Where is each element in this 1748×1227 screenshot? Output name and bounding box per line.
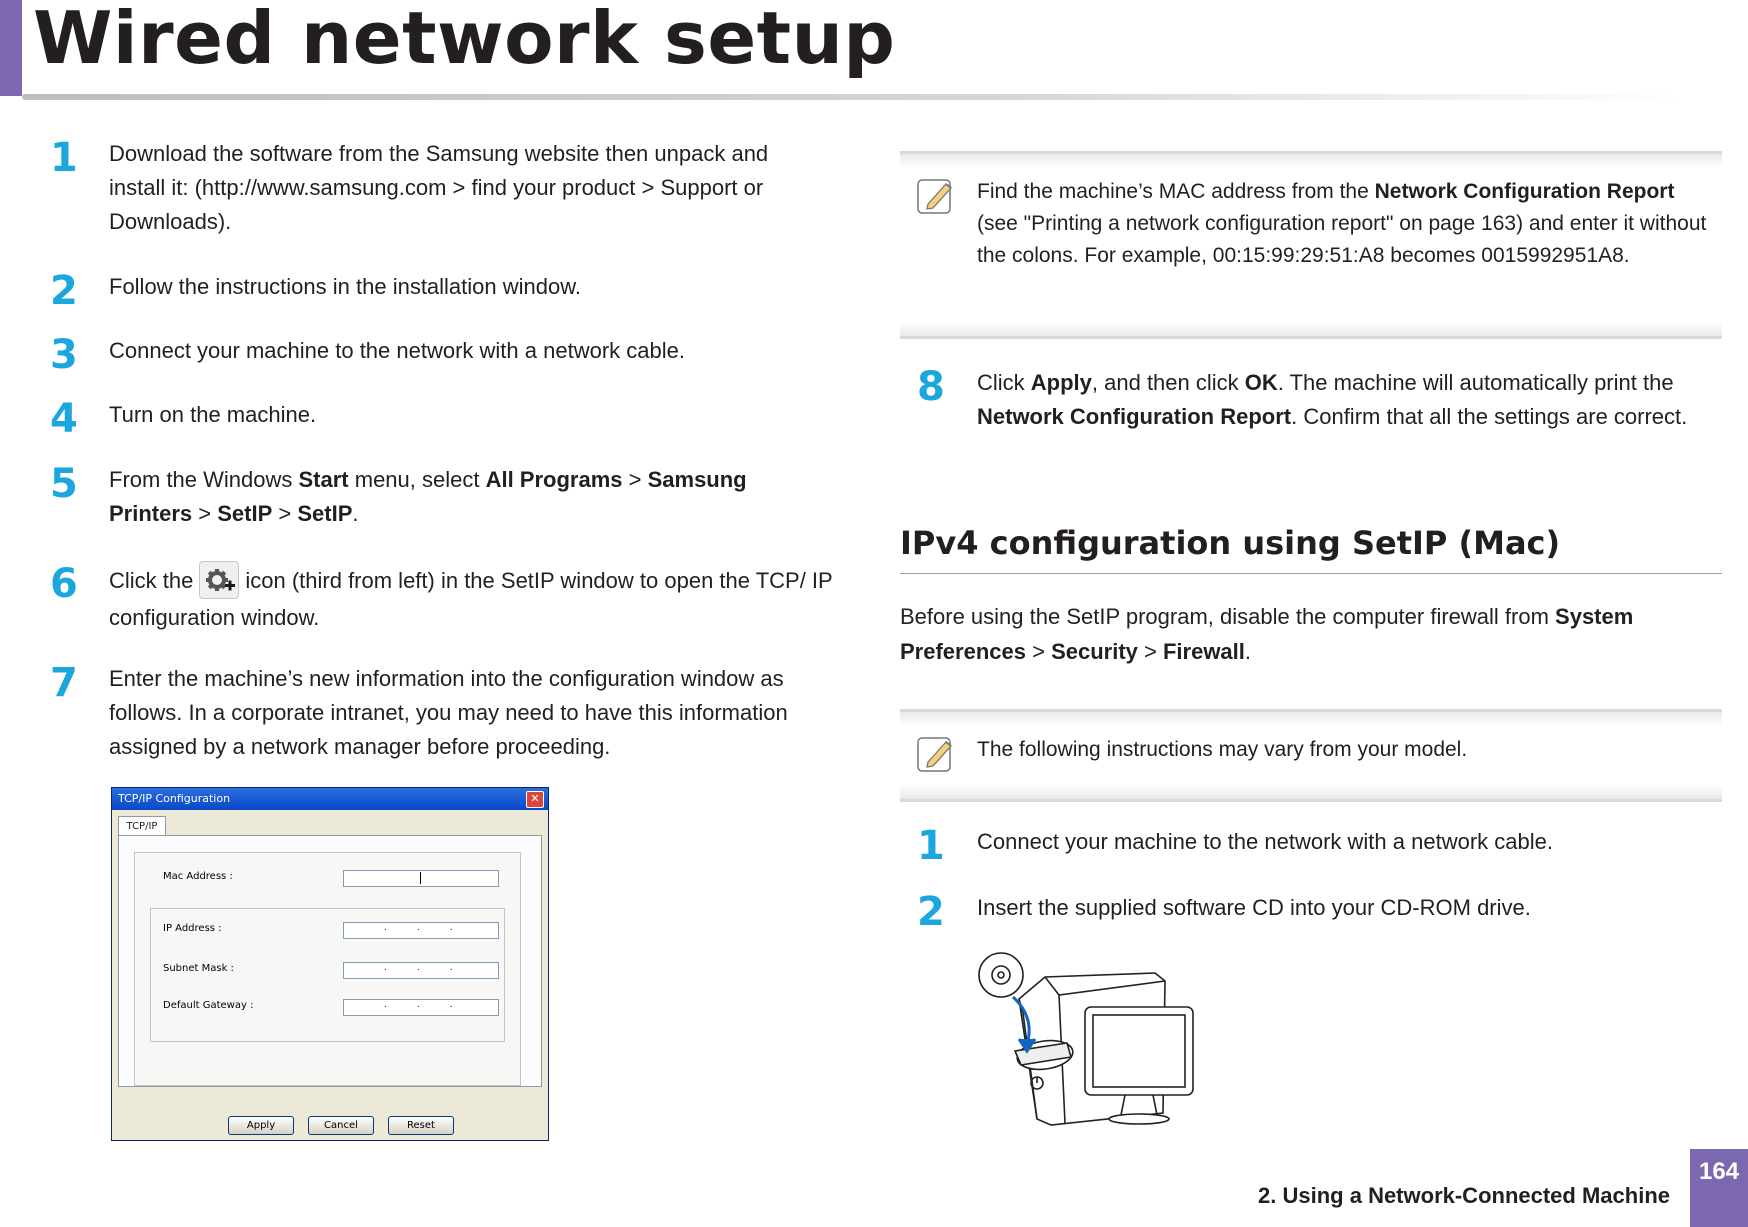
text-run: Before using the SetIP program, disable the computer firewall from <box>900 604 1556 629</box>
step-number: 1 <box>917 823 945 869</box>
title-divider <box>22 94 1682 100</box>
step-text: Insert the supplied software CD into your CD-ROM drive. <box>977 895 1531 920</box>
text-run: (see "Printing a network configuration report" on page 163) and enter it without the colons. For example, 00:15:99:29:51:A8 becomes 0015992951A8. <box>977 212 1707 267</box>
tab-tcpip[interactable]: TCP/IP <box>118 816 166 836</box>
dialog-title: TCP/IP Configuration <box>118 792 231 805</box>
mac-address-field[interactable] <box>343 870 499 887</box>
dialog-title-bar <box>112 788 548 810</box>
step-number: 3 <box>50 332 78 378</box>
subnet-dots: ... <box>384 963 483 973</box>
title-accent-bar <box>0 0 22 96</box>
report-name: Network Configuration Report <box>977 404 1292 429</box>
mac-address-label: Mac Address : <box>163 871 233 882</box>
note-mac-address <box>900 151 1722 339</box>
step-text: Connect your machine to the network with a network cable. <box>977 829 1553 854</box>
gateway-dots: ... <box>384 1000 483 1010</box>
step-text: Turn on the machine. <box>109 402 317 427</box>
default-gateway-field[interactable] <box>343 999 499 1016</box>
step-text: Follow the instructions in the installation window. <box>109 274 582 299</box>
section-divider <box>900 573 1722 574</box>
footer-section-title: 2. Using a Network-Connected Machine <box>1258 1183 1670 1208</box>
text-run: . <box>1244 639 1252 664</box>
subnet-mask-label: Subnet Mask : <box>163 963 234 974</box>
cancel-button[interactable]: Cancel <box>308 1116 374 1135</box>
text-run: Find the machine’s MAC address from the <box>977 180 1375 203</box>
menu-start: Start <box>298 467 349 492</box>
text-run: > <box>1025 639 1052 664</box>
step-text <box>109 463 809 531</box>
reset-button[interactable]: Reset <box>388 1116 454 1135</box>
menu-setip-app: SetIP <box>297 501 353 526</box>
firewall-label: Firewall <box>1162 639 1245 664</box>
mac-cd-insert-illustration <box>975 947 1215 1137</box>
page-title: Wired network setup <box>33 0 896 80</box>
text-run: . Confirm that all the settings are correct. <box>1291 404 1688 429</box>
default-gateway-label: Default Gateway : <box>163 1000 254 1011</box>
ip-dots: ... <box>384 923 483 933</box>
subnet-mask-field[interactable] <box>343 962 499 979</box>
menu-all-programs: All Programs <box>485 467 623 492</box>
text-run: Click the <box>109 567 194 593</box>
step-number: 7 <box>50 660 78 706</box>
apply-button[interactable]: Apply <box>228 1116 294 1135</box>
text-run: icon (third from left) in the SetIP window to open the TCP/ IP configuration window. <box>109 567 833 630</box>
step-number: 1 <box>50 135 78 181</box>
menu-samsung-printers: Samsung Printers <box>109 467 747 526</box>
gear-plus-icon <box>199 561 239 599</box>
step-text <box>977 366 1722 434</box>
step-number: 4 <box>50 396 78 442</box>
step-number: 5 <box>50 461 78 507</box>
note-text <box>977 176 1716 272</box>
text-run: Click <box>977 370 1031 395</box>
note-model-variation <box>900 709 1722 802</box>
step-text: Download the software from the Samsung website then unpack and install it: (http://www.samsung.com > find your product > Support or Downloads). <box>109 141 769 234</box>
section-heading: IPv4 configuration using SetIP (Mac) <box>900 524 1561 562</box>
apply-label: Apply <box>1030 370 1092 395</box>
text-run: > <box>272 501 298 526</box>
section-paragraph <box>900 599 1722 669</box>
step-number: 6 <box>50 561 78 607</box>
tcpip-config-dialog <box>111 787 549 1141</box>
menu-setip: SetIP <box>217 501 273 526</box>
step-number: 2 <box>917 889 945 935</box>
note-pencil-icon <box>916 734 956 774</box>
step-text <box>109 563 859 635</box>
text-run: > <box>192 501 218 526</box>
step-text: Enter the machine’s new information into the configuration window as follows. In a corporate intranet, you may need to have this information assigned by a network manager before proceeding. <box>109 666 788 759</box>
page-number: 164 <box>1690 1149 1748 1227</box>
text-run: From the Windows <box>109 467 299 492</box>
report-name: Network Configuration Report <box>1374 180 1675 203</box>
text-run: menu, select <box>348 467 486 492</box>
system-preferences-label: System Preferences <box>900 604 1634 664</box>
close-icon[interactable]: ✕ <box>526 791 544 808</box>
text-run: , and then click <box>1091 370 1245 395</box>
step-number: 8 <box>917 364 945 410</box>
step-text: Connect your machine to the network with a network cable. <box>109 338 685 363</box>
text-run: . <box>352 501 359 526</box>
note-text: The following instructions may vary from your model. <box>977 738 1468 761</box>
note-pencil-icon <box>916 176 956 216</box>
ip-address-label: IP Address : <box>163 923 222 934</box>
step-number: 2 <box>50 268 78 314</box>
text-run: > <box>1137 639 1163 664</box>
security-label: Security <box>1051 639 1138 664</box>
ip-address-field[interactable] <box>343 922 499 939</box>
text-run: . The machine will automatically print the <box>1277 370 1674 395</box>
text-run: > <box>622 467 648 492</box>
ok-label: OK <box>1244 370 1278 395</box>
